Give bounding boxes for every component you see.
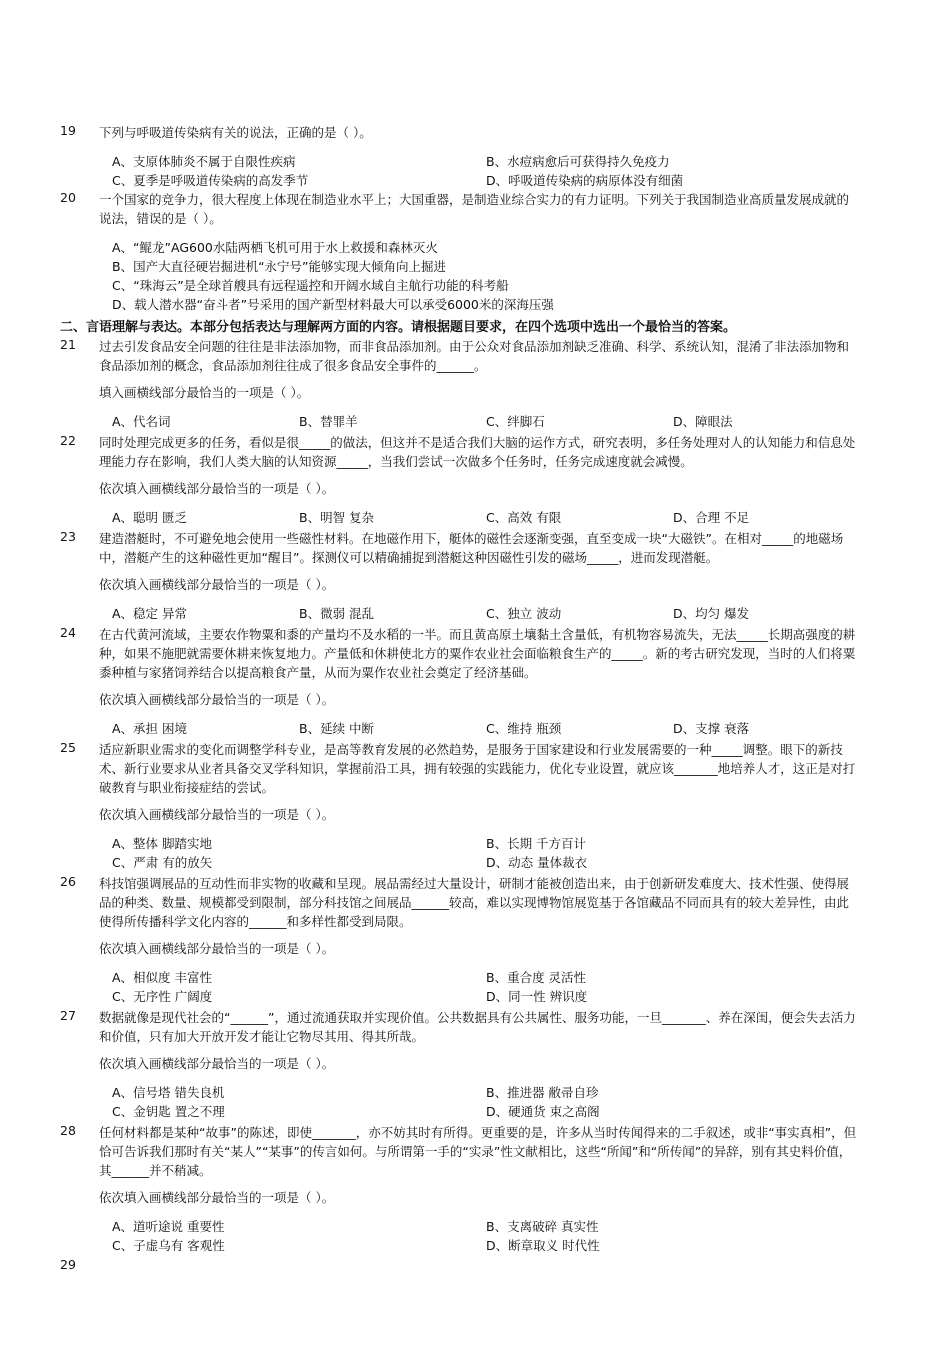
options bbox=[112, 238, 860, 314]
option-b[interactable]: B、替罪羊 bbox=[299, 414, 358, 429]
question-prompt: 填入画横线部分最恰当的一项是（ ）。 bbox=[99, 385, 310, 400]
options bbox=[112, 508, 860, 527]
options bbox=[112, 152, 860, 190]
option-c[interactable]: C、独立 波动 bbox=[486, 606, 562, 621]
option-a[interactable]: A、代名词 bbox=[112, 414, 171, 429]
question-text: 一个国家的竞争力，很大程度上体现在制造业水平上；大国重器，是制造业综合实力的有力证明。下列关于我国制造业高质量发展成就的说法，错误的是（ ）。 bbox=[99, 192, 850, 226]
question-26 bbox=[60, 874, 860, 1006]
question-prompt: 依次填入画横线部分最恰当的一项是（ ）。 bbox=[99, 692, 335, 707]
option-a[interactable]: A、“鲲龙”AG600水陆两栖飞机可用于水上救援和森林灭火 bbox=[112, 240, 438, 255]
question-23 bbox=[60, 529, 860, 623]
option-a[interactable]: A、承担 困境 bbox=[112, 721, 188, 736]
question-number: 23 bbox=[60, 529, 76, 544]
question-number: 27 bbox=[60, 1008, 76, 1023]
option-b[interactable]: B、长期 千方百计 bbox=[486, 836, 587, 851]
option-c[interactable]: C、“珠海云”是全球首艘具有远程遥控和开阔水域自主航行功能的科考船 bbox=[112, 278, 509, 293]
option-d[interactable]: D、呼吸道传染病的病原体没有细菌 bbox=[486, 173, 684, 188]
option-a[interactable]: A、相似度 丰富性 bbox=[112, 970, 213, 985]
option-c[interactable]: C、子虚乌有 客观性 bbox=[112, 1238, 225, 1253]
option-d[interactable]: D、均匀 爆发 bbox=[673, 606, 750, 621]
options bbox=[112, 968, 860, 1006]
option-c[interactable]: C、高效 有限 bbox=[486, 510, 562, 525]
options bbox=[112, 604, 860, 623]
options bbox=[112, 834, 860, 872]
option-d[interactable]: D、同一性 辨识度 bbox=[486, 989, 588, 1004]
question-text: 过去引发食品安全问题的往往是非法添加物，而非食品添加剂。由于公众对食品添加剂缺乏准确、科学、系统认知，混淆了非法添加物和食品添加剂的概念，食品添加剂往往成了很多食品安全事件的______。 bbox=[99, 339, 850, 373]
option-c[interactable]: C、无序性 广阔度 bbox=[112, 989, 213, 1004]
question-number: 21 bbox=[60, 337, 76, 352]
question-text: 下列与呼吸道传染病有关的说法，正确的是（ ）。 bbox=[99, 125, 372, 140]
option-a[interactable]: A、稳定 异常 bbox=[112, 606, 188, 621]
option-a[interactable]: A、支原体肺炎不属于自限性疾病 bbox=[112, 154, 296, 169]
question-text: 适应新职业需求的变化而调整学科专业，是高等教育发展的必然趋势，是服务于国家建设和行业发展需要的一种_____调整。眼下的新技术、新行业要求从业者具备交叉学科知识，掌握前沿工具，拥有较强的实践能力，优化专业设置，就应该_______地培养人才，这正是对打破教育与职业衔接症结的尝试。 bbox=[99, 742, 856, 795]
question-prompt: 依次填入画横线部分最恰当的一项是（ ）。 bbox=[99, 577, 335, 592]
options bbox=[112, 412, 860, 431]
question-20 bbox=[60, 190, 860, 314]
option-d[interactable]: D、载人潜水器“奋斗者”号采用的国产新型材料最大可以承受6000米的深海压强 bbox=[112, 297, 554, 312]
option-b[interactable]: B、国产大直径硬岩掘进机“永宁号”能够实现大倾角向上掘进 bbox=[112, 259, 447, 274]
question-text: 任何材料都是某种“故事”的陈述，即使_______，亦不妨其时有所得。更重要的是，许多从当时传闻得来的二手叙述，或非“事实真相”，但恰可告诉我们那时有关“某人”“某事”的传言如何。与所谓第一手的“实录”性文献相比，这些“所闻”和“所传闻”的异辞，别有其史料价值，其______并不稍减。 bbox=[99, 1125, 857, 1178]
option-d[interactable]: D、支撑 衰落 bbox=[673, 721, 750, 736]
option-b[interactable]: B、明智 复杂 bbox=[299, 510, 375, 525]
question-19 bbox=[60, 123, 860, 190]
option-c[interactable]: C、严肃 有的放矢 bbox=[112, 855, 213, 870]
question-number: 28 bbox=[60, 1123, 76, 1138]
question-number: 19 bbox=[60, 123, 76, 138]
option-d[interactable]: D、动态 量体裁衣 bbox=[486, 855, 588, 870]
option-b[interactable]: B、微弱 混乱 bbox=[299, 606, 375, 621]
option-b[interactable]: B、推进器 敝帚自珍 bbox=[486, 1085, 599, 1100]
option-a[interactable]: A、整体 脚踏实地 bbox=[112, 836, 213, 851]
question-number: 20 bbox=[60, 190, 76, 205]
question-21 bbox=[60, 337, 860, 431]
option-d[interactable]: D、硬通货 束之高阁 bbox=[486, 1104, 600, 1119]
question-number: 24 bbox=[60, 625, 76, 640]
options bbox=[112, 719, 860, 738]
question-text: 在古代黄河流域，主要农作物粟和黍的产量均不及水稻的一半。而且黄高原土壤黏土含量低，有机物容易流失，无法_____长期高强度的耕种，如果不施肥就需要休耕来恢复地力。产量低和休耕使北方的粟作农业社会面临粮食生产的_____。新的考古研究发现，当时的人们将粟黍种植与家猪饲养结合以提高粮食产量，从而为粟作农业社会奠定了经济基础。 bbox=[99, 627, 856, 680]
option-d[interactable]: D、断章取义 时代性 bbox=[486, 1238, 600, 1253]
option-a[interactable]: A、道听途说 重要性 bbox=[112, 1219, 225, 1234]
options bbox=[112, 1217, 860, 1255]
question-prompt: 依次填入画横线部分最恰当的一项是（ ）。 bbox=[99, 807, 335, 822]
option-a[interactable]: A、信号塔 错失良机 bbox=[112, 1085, 225, 1100]
question-text: 数据就像是现代社会的“______”，通过流通获取并实现价值。公共数据具有公共属性、服务功能，一旦_______、养在深闺，便会失去活力和价值，只有加大开放开发才能让它物尽其用、得其所哉。 bbox=[99, 1010, 856, 1044]
option-b[interactable]: B、重合度 灵活性 bbox=[486, 970, 587, 985]
question-number: 26 bbox=[60, 874, 76, 889]
question-prompt: 依次填入画横线部分最恰当的一项是（ ）。 bbox=[99, 1190, 335, 1205]
option-b[interactable]: B、水痘病愈后可获得持久免疫力 bbox=[486, 154, 670, 169]
option-c[interactable]: C、维持 瓶颈 bbox=[486, 721, 562, 736]
question-25 bbox=[60, 740, 860, 872]
question-text: 建造潜艇时，不可避免地会使用一些磁性材料。在地磁作用下，艇体的磁性会逐渐变强，直至变成一块“大磁铁”。在相对_____的地磁场中，潜艇产生的这种磁性更加“醒目”。探测仪可以精确捕捉到潜艇这种因磁性引发的磁场_____，进而发现潜艇。 bbox=[99, 531, 844, 565]
question-prompt: 依次填入画横线部分最恰当的一项是（ ）。 bbox=[99, 481, 335, 496]
options bbox=[112, 1083, 860, 1121]
option-c[interactable]: C、夏季是呼吸道传染病的高发季节 bbox=[112, 173, 309, 188]
question-number: 29 bbox=[60, 1257, 76, 1272]
option-c[interactable]: C、金钥匙 置之不理 bbox=[112, 1104, 225, 1119]
question-24 bbox=[60, 625, 860, 738]
question-prompt: 依次填入画横线部分最恰当的一项是（ ）。 bbox=[99, 941, 335, 956]
option-d[interactable]: D、障眼法 bbox=[673, 414, 733, 429]
question-number: 22 bbox=[60, 433, 76, 448]
section-heading: 二、言语理解与表达。本部分包括表达与理解两方面的内容。请根据题目要求，在四个选项中选出一个最恰当的答案。 bbox=[60, 320, 737, 335]
question-text: 科技馆强调展品的互动性而非实物的收藏和呈现。展品需经过大量设计，研制才能被创造出来，由于创新研发难度大、技术性强、使得展品的种类、数量、规模都受到限制，部分科技馆之间展品______较高，难以实现博物馆展览基于各馆藏品不同而具有的较大差异性，由此使得所传播科学文化内容的______和多样性都受到局限。 bbox=[99, 876, 850, 929]
option-c[interactable]: C、绊脚石 bbox=[486, 414, 545, 429]
option-d[interactable]: D、合理 不足 bbox=[673, 510, 750, 525]
question-27 bbox=[60, 1008, 860, 1121]
question-text: 同时处理完成更多的任务，看似是很_____的做法，但这并不是适合我们大脑的运作方式，研究表明，多任务处理对人的认知能力和信息处理能力存在影响，我们人类大脑的认知资源_____，当我们尝试一次做多个任务时，任务完成速度就会减慢。 bbox=[99, 435, 856, 469]
question-prompt: 依次填入画横线部分最恰当的一项是（ ）。 bbox=[99, 1056, 335, 1071]
question-28 bbox=[60, 1123, 860, 1255]
option-b[interactable]: B、延续 中断 bbox=[299, 721, 375, 736]
option-b[interactable]: B、支离破碎 真实性 bbox=[486, 1219, 599, 1234]
question-number: 25 bbox=[60, 740, 76, 755]
question-22 bbox=[60, 433, 860, 527]
option-a[interactable]: A、聪明 匮乏 bbox=[112, 510, 188, 525]
